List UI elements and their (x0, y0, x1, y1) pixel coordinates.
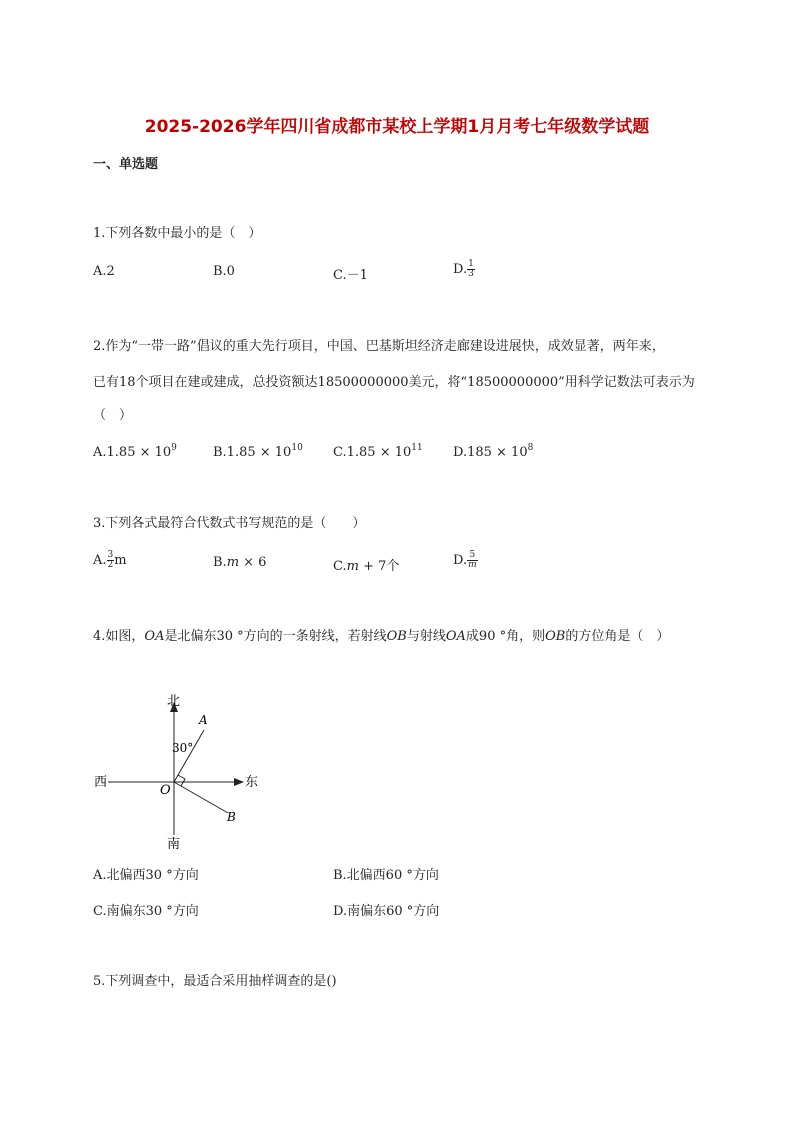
label-north: 北 (167, 694, 181, 709)
label-west: 西 (94, 775, 108, 790)
label-angle: 30° (172, 741, 194, 755)
q2-option-b-base: B.1.85 × 10 (213, 445, 292, 460)
label-point-b: B (227, 810, 236, 824)
question-1-stem: 1.下列各数中最小的是（ ） (93, 226, 262, 241)
q1-option-d-prefix: D. (453, 262, 468, 277)
fraction (467, 551, 478, 570)
q4-text-part-2: 是北偏东30 °方向的一条射线，若射线 (164, 629, 387, 644)
label-south: 南 (167, 837, 181, 852)
fraction (467, 260, 475, 279)
q4-var-oa-2: OA (445, 629, 466, 644)
q4-option-b: B.北偏西60 °方向 (333, 868, 439, 883)
q3-option-c (333, 555, 399, 574)
question-2-line-1: 2.作为“一带一路”倡议的重大先行项目，中国、巴基斯坦经济走廊建设进展快，成效显著，两年来， (93, 339, 665, 354)
q2-option-d (453, 445, 533, 460)
q1-option-d (453, 260, 475, 279)
fraction-numerator: 1 (468, 259, 474, 269)
q4-var-oa: OA (144, 629, 165, 644)
page-title: 2025-2026学年四川省成都市某校上学期1月月考七年级数学试题 (144, 117, 650, 137)
question-2-line-3: （ ） (93, 408, 133, 423)
q3-option-a-suffix: m (114, 553, 127, 568)
label-east: 东 (245, 775, 259, 790)
label-origin: O (160, 783, 171, 798)
q4-var-ob: OB (386, 629, 407, 644)
q2-option-b (213, 445, 303, 460)
q3-option-c-prefix: C. (333, 559, 347, 574)
question-5-stem: 5.下列调查中，最适合采用抽样调查的是() (93, 974, 337, 989)
q2-option-d-base: D.185 × 10 (453, 445, 528, 460)
q4-text-part-3: 与射线 (406, 629, 446, 644)
q2-option-a-base: A.1.85 × 10 (93, 445, 172, 460)
q3-option-b (213, 555, 266, 570)
q3-option-a (93, 551, 127, 570)
q2-option-c-exponent: 11 (411, 443, 423, 453)
q1-option-b: B.0 (213, 264, 235, 279)
ray-ob (174, 782, 228, 813)
fraction-denominator: m (468, 560, 477, 570)
q4-option-a: A.北偏西30 °方向 (93, 868, 199, 883)
q4-text-part-5: 的方位角是（ ） (565, 629, 670, 644)
q4-text-part-4: 成90 °角，则 (465, 629, 546, 644)
q3-option-a-prefix: A. (93, 553, 107, 568)
direction-figure (88, 685, 278, 855)
q3-option-c-suffix: + 7个 (358, 559, 400, 574)
fraction-denominator: 2 (107, 560, 114, 570)
q3-option-b-variable: m (226, 555, 240, 570)
section-heading: 一、单选题 (93, 157, 159, 172)
q4-option-c: C.南偏东30 °方向 (93, 904, 199, 919)
q3-option-b-prefix: B. (213, 555, 227, 570)
fraction-numerator: 3 (107, 550, 114, 560)
q4-option-d: D.南偏东60 °方向 (333, 904, 440, 919)
q3-option-d-prefix: D. (453, 553, 468, 568)
q3-option-d (453, 551, 478, 570)
label-point-a: A (199, 713, 208, 727)
q4-text-part-1: 4.如图， (93, 629, 145, 644)
q2-option-a-exponent: 9 (171, 443, 177, 453)
q2-option-d-exponent: 8 (527, 443, 534, 453)
fraction-numerator: 5 (467, 551, 478, 561)
q3-option-b-suffix: × 6 (239, 555, 267, 570)
question-2-line-2: 已有18个项目在建或建成，总投资额达18500000000美元，将“18500000000”用科学记数法可表示为 (93, 375, 695, 390)
q1-option-a: A.2 (93, 264, 115, 279)
q2-option-c (333, 445, 423, 460)
q2-option-c-base: C.1.85 × 10 (333, 445, 412, 460)
q2-option-a (93, 445, 177, 460)
q2-option-b-exponent: 10 (291, 443, 303, 453)
ray-oa (174, 730, 204, 782)
question-4-stem (93, 627, 669, 647)
q3-option-c-variable: m (346, 559, 359, 574)
q1-option-c: C.－1 (333, 268, 368, 283)
question-3-stem: 3.下列各式最符合代数式书写规范的是（ ） (93, 516, 366, 531)
fraction-denominator: 3 (468, 269, 474, 279)
q4-var-ob-2: OB (545, 629, 566, 644)
